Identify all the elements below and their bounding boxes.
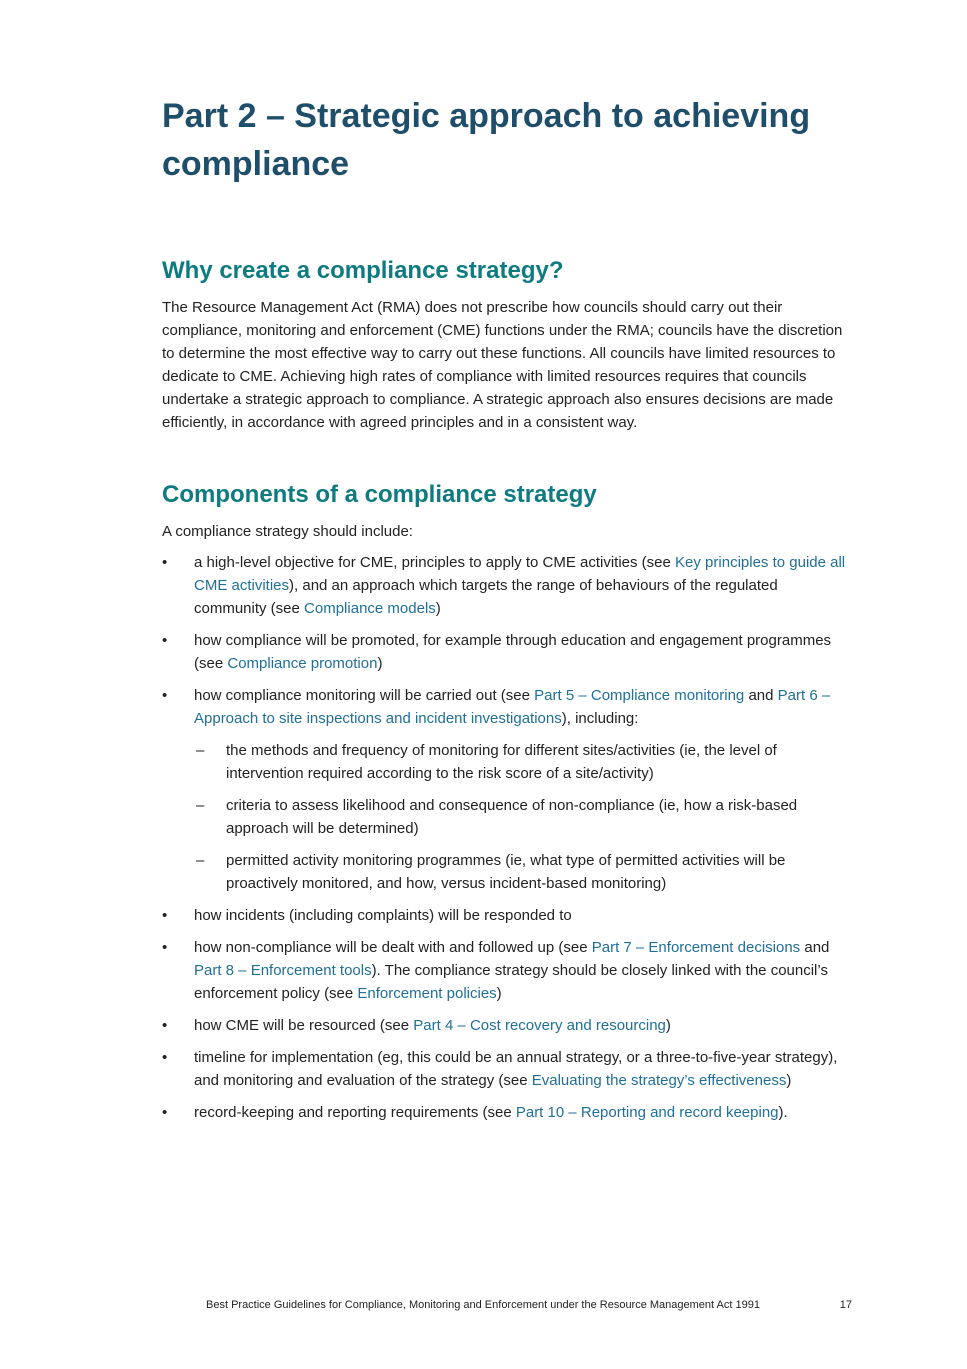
list-item: • how non-compliance will be dealt with and followed up (see Part 7 – Enforcement decisions and Part 8 – Enforcement tools). The compliance strategy should be closely linked with the council’s enforcement policy (see Enforcement policies) [162, 936, 852, 1005]
link-part-7[interactable]: Part 7 – Enforcement decisions [591, 939, 801, 956]
list-item: • record-keeping and reporting requirements (see Part 10 – Reporting and record keeping). [162, 1101, 852, 1124]
sublist-item: – the methods and frequency of monitoring for different sites/activities (ie, the level of intervention required according to the risk score of a site/activity) [194, 739, 852, 785]
link-part-4[interactable]: Part 4 – Cost recovery and resourcing [413, 1017, 666, 1034]
list-item: • how compliance monitoring will be carried out (see Part 5 – Compliance monitoring and Part 6 – Approach to site inspections and incident investigations), including: – the methods and frequency of monitoring for different sites/activities (ie, the level of intervention required according to the risk score of a site/activity) – criteria to assess likelihood and consequence of non-compliance (ie, how a risk-based approach will be determined) – permitted activity monitoring programmes (ie, what type of permitted activities will be proactively monitored, and how, versus incident-based monitoring) [162, 684, 852, 895]
section-heading-components: Components of a compliance strategy [162, 481, 597, 508]
list-item: • how incidents (including complaints) will be responded to [162, 904, 852, 927]
link-enforcement-policies[interactable]: Enforcement policies [357, 985, 497, 1002]
section-heading-why: Why create a compliance strategy? [162, 257, 564, 284]
page-number: 17 [839, 1299, 852, 1311]
link-evaluating-strategy[interactable]: Evaluating the strategy’s effectiveness [531, 1072, 787, 1089]
components-list [162, 551, 852, 1124]
footer-title: Best Practice Guidelines for Compliance, Monitoring and Enforcement under the Resource Management Act 1991 [206, 1299, 760, 1311]
link-key-principles[interactable]: Key principles to guide all CME activities [194, 554, 846, 594]
section-paragraph-why: The Resource Management Act (RMA) does not prescribe how councils should carry out their compliance, monitoring and enforcement (CME) functions under the RMA; councils have the discretion to determine the most effective way to carry out these functions. All councils have limited resources to dedicate to CME. Achieving high rates of compliance with limited resources requires that councils undertake a strategic approach to compliance. A strategic approach also ensures decisions are made efficiently, in accordance with agreed principles and in a consistent way. [162, 299, 843, 431]
page-content [162, 92, 852, 1133]
list-item: • how CME will be resourced (see Part 4 – Cost recovery and resourcing) [162, 1014, 852, 1037]
link-compliance-models[interactable]: Compliance models [304, 600, 436, 617]
list-item: • a high-level objective for CME, principles to apply to CME activities (see Key principles to guide all CME activities), and an approach which targets the range of behaviours of the regulated community (see Compliance models) [162, 551, 852, 620]
link-part-5[interactable]: Part 5 – Compliance monitoring [534, 687, 745, 704]
link-part-8[interactable]: Part 8 – Enforcement tools [194, 962, 372, 979]
link-compliance-promotion[interactable]: Compliance promotion [227, 655, 378, 672]
list-item: • timeline for implementation (eg, this could be an annual strategy, or a three-to-five-year strategy), and monitoring and evaluation of the strategy (see Evaluating the strategy’s effectiveness) [162, 1046, 852, 1092]
monitoring-sublist [194, 739, 852, 895]
sublist-item: – permitted activity monitoring programmes (ie, what type of permitted activities will be proactively monitored, and how, versus incident-based monitoring) [194, 849, 852, 895]
link-part-10[interactable]: Part 10 – Reporting and record keeping [515, 1104, 779, 1121]
page-title: Part 2 – Strategic approach to achieving compliance [162, 97, 811, 183]
list-item: • how compliance will be promoted, for example through education and engagement programmes (see Compliance promotion) [162, 629, 852, 675]
sublist-item: – criteria to assess likelihood and consequence of non-compliance (ie, how a risk-based approach will be determined) [194, 794, 852, 840]
link-part-6[interactable]: Part 6 – Approach to site inspections and incident investigations [194, 687, 831, 727]
components-intro: A compliance strategy should include: [162, 523, 413, 540]
